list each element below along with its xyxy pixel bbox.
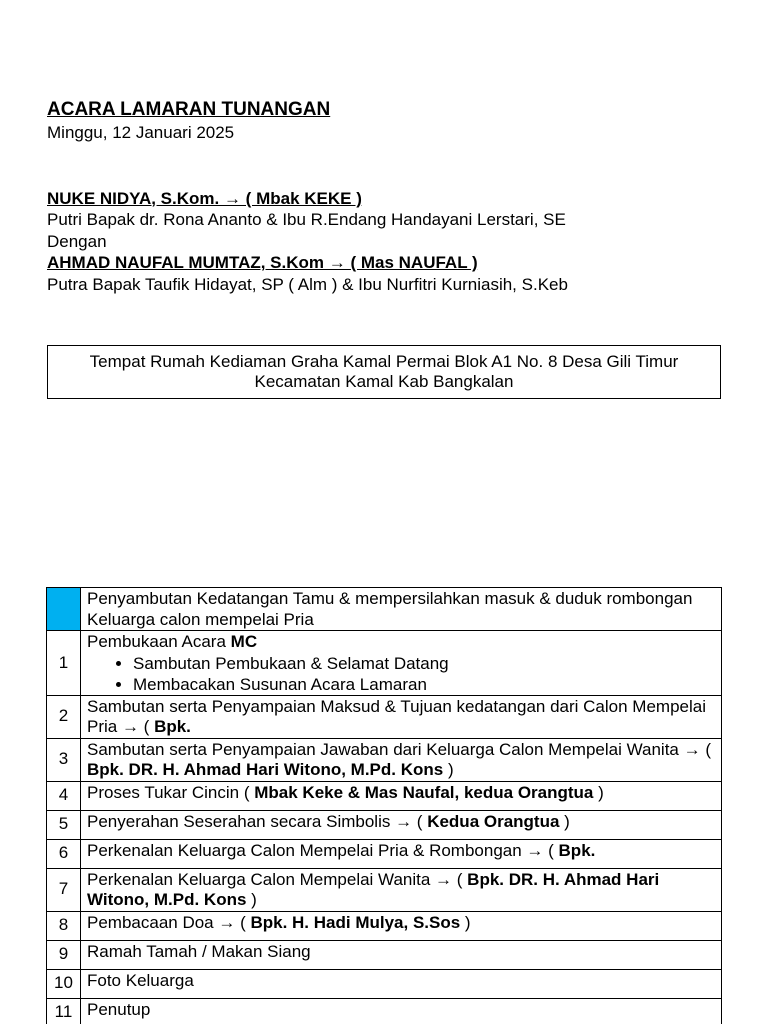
agenda-item: Sambutan serta Penyampaian Jawaban dari Keluarga Calon Mempelai Wanita → ( Bpk. DR. H. Ahmad Hari Witono, M.Pd. Kons ) (81, 738, 722, 781)
page-title: ACARA LAMARAN TUNANGAN (47, 99, 331, 120)
list-item: • Sambutan Pembukaan & Selamat Datang (133, 653, 715, 674)
row-number: 2 (47, 695, 81, 738)
row-number: 3 (47, 738, 81, 781)
venue-line-2: Kecamatan Kamal Kab Bangkalan (254, 372, 514, 391)
agenda-item: Penutup (81, 998, 722, 1024)
row-number: 8 (47, 911, 81, 940)
agenda-item: Pembacaan Doa → ( Bpk. H. Hadi Mulya, S.Sos ) (81, 911, 722, 940)
agenda-table (46, 587, 722, 1024)
groom-name: AHMAD NAUFAL MUMTAZ, S.Kom → ( Mas NAUFAL ) (47, 253, 478, 272)
table-row (47, 998, 722, 1024)
document-header (47, 98, 722, 295)
row-number: 9 (47, 940, 81, 969)
bullet-list (87, 653, 715, 695)
bride-name: NUKE NIDYA, S.Kom. → ( Mbak KEKE ) (47, 188, 362, 208)
connector-text: Dengan (47, 231, 107, 251)
table-row (47, 695, 722, 738)
row-number: 6 (47, 839, 81, 868)
groom-parents: Putra Bapak Taufik Hidayat, SP ( Alm ) & Ibu Nurfitri Kurniasih, S.Keb (47, 274, 568, 294)
list-item: • Membacakan Susunan Acara Lamaran (133, 674, 715, 695)
venue-box (47, 345, 721, 399)
table-row (47, 588, 722, 631)
table-row (47, 969, 722, 998)
agenda-item: Perkenalan Keluarga Calon Mempelai Wanita → ( Bpk. DR. H. Ahmad Hari Witono, M.Pd. Kons ) (81, 868, 722, 911)
agenda-item: Sambutan serta Penyampaian Maksud & Tujuan kedatangan dari Calon Mempelai Pria → ( Bpk. (81, 695, 722, 738)
agenda-item: Foto Keluarga (81, 969, 722, 998)
table-row (47, 738, 722, 781)
row-number: 11 (47, 998, 81, 1024)
agenda-item: Perkenalan Keluarga Calon Mempelai Pria & Rombongan → ( Bpk. (81, 839, 722, 868)
bride-parents: Putri Bapak dr. Rona Ananto & Ibu R.Endang Handayani Lerstari, SE (47, 210, 566, 229)
agenda-item: Pembukaan Acara MC • Sambutan Pembukaan & Selamat Datang • Membacakan Susunan Acara Lamaran (81, 631, 722, 696)
row-number: 1 (47, 631, 81, 696)
table-row (47, 911, 722, 940)
row-number: 10 (47, 969, 81, 998)
row-number: 7 (47, 868, 81, 911)
row-number: 5 (47, 810, 81, 839)
table-row (47, 781, 722, 810)
row-number: 4 (47, 781, 81, 810)
table-row (47, 940, 722, 969)
agenda-item: Penyambutan Kedatangan Tamu & mempersilahkan masuk & duduk rombongan Keluarga calon mempelai Pria (81, 588, 722, 631)
agenda-item: Penyerahan Seserahan secara Simbolis → ( Kedua Orangtua ) (81, 810, 722, 839)
table-row (47, 631, 722, 696)
agenda-item: Proses Tukar Cincin ( Mbak Keke & Mas Naufal, kedua Orangtua ) (81, 781, 722, 810)
table-row (47, 810, 722, 839)
row-number-header (47, 588, 81, 631)
event-date: Minggu, 12 Januari 2025 (47, 123, 235, 142)
table-row (47, 839, 722, 868)
agenda-item: Ramah Tamah / Makan Siang (81, 940, 722, 969)
table-row (47, 868, 722, 911)
venue-line-1: Tempat Rumah Kediaman Graha Kamal Permai Blok A1 No. 8 Desa Gili Timur (89, 351, 679, 371)
